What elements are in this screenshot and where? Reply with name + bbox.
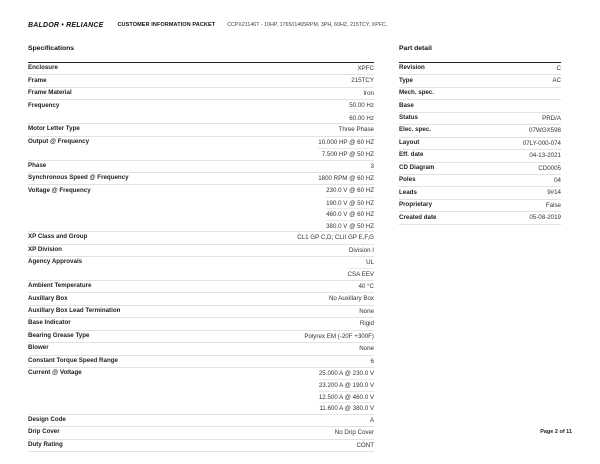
spec-row [28,281,374,293]
specifications-table [28,62,374,452]
part-row [399,125,561,137]
spec-value [358,281,374,292]
part-value-line: CD0005 [538,164,561,172]
part-row [399,187,561,199]
spec-value [349,100,374,123]
part-label: Layout [399,138,420,146]
spec-value-line: None [359,345,374,353]
part-value-line: C [556,65,561,72]
spec-row [28,173,374,185]
part-value-line: False [545,201,561,209]
spec-value-line: 25.000 A @ 230.0 V [318,369,374,377]
spec-value-line: CL1 GP C,D; CLII GP E,F,G [297,234,374,242]
spec-value [356,440,374,451]
spec-value-line: 40 °C [358,282,374,290]
spec-value-line: 460.0 V @ 60 HZ [326,208,374,219]
spec-value-line: 11.600 A @ 380.0 V [319,402,374,413]
spec-value [326,185,374,231]
page-number: Page 2 of 11 [540,429,572,435]
spec-value [318,173,374,184]
spec-label: XP Class and Group [28,233,88,241]
spec-row [28,343,374,355]
part-label: Type [399,76,413,84]
spec-value-line: 23.200 A @ 190.0 V [319,379,374,390]
part-label: Eff. date [399,151,424,159]
spec-value [371,356,374,367]
spec-value-line: 12.500 A @ 460.0 V [319,391,374,402]
spec-value-line: 215TCY [351,77,374,85]
spec-value-line: 10.000 HP @ 60 HZ [318,138,374,146]
spec-value [297,232,374,243]
part-label: Poles [399,176,416,184]
part-row [399,75,561,87]
part-label: Elec. spec. [399,126,431,134]
spec-row [28,306,374,318]
spec-row [28,75,374,87]
spec-row [28,232,374,244]
spec-value-line: Iron [363,89,374,97]
spec-value-line: UL [366,259,374,266]
spec-value-line: A [369,416,374,424]
spec-label: Motor Letter Type [28,125,80,133]
spec-label: XP Division [28,245,62,253]
spec-value [360,318,374,329]
part-row [399,163,561,175]
spec-value-line: 60.00 Hz [349,112,374,123]
spec-value-line: CSA EEV [348,268,374,279]
spec-label: Frame [28,76,47,84]
spec-value [319,368,374,414]
spec-label: Synchronous Speed @ Frequency [28,174,129,182]
spec-value [304,331,374,342]
spec-value [339,124,374,135]
spec-label: Auxillary Box [28,294,68,302]
spec-value [335,427,374,438]
spec-value-line: No Auxillary Box [328,295,374,303]
specifications-title: Specifications [28,45,75,52]
baldor-reliance-logo: BALDOR • RELIANCE [28,21,104,29]
spec-value [359,343,374,354]
spec-row [28,318,374,330]
spec-value-line: 50.00 Hz [349,102,374,110]
part-value-line: 07WGX598 [529,127,561,135]
spec-label: Frequency [28,101,60,109]
spec-row [28,331,374,343]
spec-label: Output @ Frequency [28,137,90,145]
part-label: Leads [399,188,417,196]
spec-value-line: Division I [348,246,374,254]
document-header [28,19,588,31]
part-row [399,175,561,187]
part-value-line: 9#14 [547,189,561,197]
spec-row [28,245,374,257]
part-value [546,200,561,211]
part-row [399,212,561,224]
part-row [399,138,561,150]
spec-value [357,63,374,74]
spec-value [359,306,374,317]
part-value [529,125,561,136]
spec-label: Bearing Grease Type [28,331,90,339]
spec-value [351,75,374,86]
spec-label: Enclosure [28,64,58,72]
spec-row [28,124,374,136]
part-row [399,113,561,125]
spec-row [28,185,374,232]
part-row [399,88,561,100]
part-value-line: PRD/A [542,114,561,122]
spec-label: Blower [28,344,49,352]
spec-value [363,88,374,99]
spec-row [28,440,374,452]
part-row [399,100,561,112]
spec-value-line: Three Phase [338,126,374,134]
part-value [542,113,561,124]
spec-value-line: Rigid [359,320,374,328]
spec-row [28,356,374,368]
spec-value-line: 1800 RPM @ 60 HZ [318,174,374,182]
spec-value-line: Polyrex EM (-20F +300F) [304,332,374,340]
spec-label: Current @ Voltage [28,369,82,377]
part-label: CD Diagram [399,163,435,171]
part-value-line: 07LY-000-074 [522,139,561,147]
part-detail-title: Part detail [399,45,432,52]
spec-value [370,415,374,426]
spec-row [28,137,374,161]
part-label: Revision [399,64,425,72]
spec-label: Design Code [28,415,66,423]
part-value-line: 04 [554,176,561,184]
spec-row [28,63,374,75]
part-row [399,200,561,212]
part-value [538,163,561,174]
spec-row [28,257,374,281]
part-value [557,63,561,74]
part-value-line: AC [552,77,561,85]
spec-row [28,88,374,100]
part-value [552,75,561,86]
spec-value [349,245,374,256]
spec-row [28,161,374,173]
spec-label: Auxillary Box Lead Termination [28,307,121,315]
part-label: Proprietary [399,201,433,209]
spec-row [28,368,374,415]
part-label: Base [399,101,414,109]
spec-label: Drip Cover [28,428,60,436]
spec-value-line: XPFC [357,65,374,72]
spec-label: Voltage @ Frequency [28,186,91,194]
part-row [399,63,561,75]
spec-row [28,293,374,305]
spec-value-line: None [359,307,374,315]
spec-row [28,100,374,124]
spec-value [329,293,374,304]
part-value-line: 05-08-2019 [529,214,561,222]
spec-value-line: 190.0 V @ 50 HZ [326,197,374,208]
part-value [523,138,561,149]
part-label: Mech. spec. [399,89,435,97]
spec-value-line: CONT [356,441,374,449]
spec-label: Phase [28,161,47,169]
spec-value-line: 230.0 V @ 60 HZ [326,187,374,195]
spec-value-line: 7.500 HP @ 50 HZ [318,148,374,159]
spec-label: Agency Approvals [28,258,83,266]
spec-label: Duty Rating [28,440,63,448]
spec-row [28,415,374,427]
part-value [547,187,561,198]
spec-value-line: No Drip Cover [334,429,374,437]
spec-label: Frame Material [28,89,72,97]
product-description: CCPX21146T - 10HP, 1765//1465RPM, 3PH, 60HZ, 215TCY, XPFC, [227,22,388,28]
part-label: Created date [399,213,437,221]
part-value-line: 04-13-2021 [529,152,561,160]
part-detail-table [399,62,561,225]
part-value [529,212,561,223]
packet-title: CUSTOMER INFORMATION PACKET [117,22,216,28]
part-row [399,150,561,162]
spec-row [28,427,374,439]
part-value [554,175,561,186]
spec-label: Constant Torque Speed Range [28,356,118,364]
spec-label: Base Indicator [28,319,71,327]
spec-label: Ambient Temperature [28,282,92,290]
spec-value-line: 380.0 V @ 50 HZ [326,220,374,231]
spec-value [371,161,374,172]
spec-value [318,137,374,160]
part-value [529,150,561,161]
spec-value-line: 3 [370,162,374,170]
part-label: Status [399,114,418,122]
spec-value-line: 6 [370,357,374,365]
spec-value [348,257,374,280]
